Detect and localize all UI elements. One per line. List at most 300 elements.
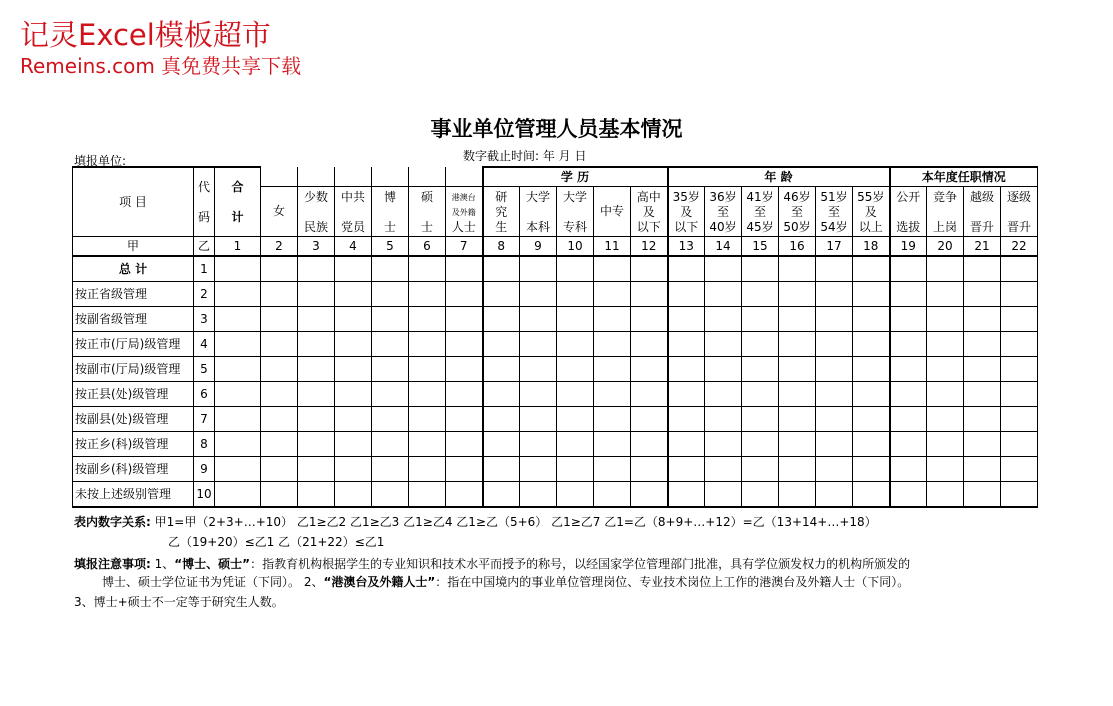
index-col-11: 11	[594, 237, 631, 257]
table-row	[73, 307, 1038, 332]
data-cell[interactable]	[964, 382, 1001, 407]
data-cell[interactable]	[779, 482, 816, 508]
row-label: 按副乡(科)级管理	[73, 457, 194, 482]
data-cell[interactable]	[927, 256, 964, 282]
data-cell[interactable]	[298, 407, 335, 432]
data-cell[interactable]	[483, 407, 520, 432]
data-cell[interactable]	[261, 307, 298, 332]
row-code: 1	[194, 256, 215, 282]
data-cell[interactable]	[594, 482, 631, 508]
row-code: 3	[194, 307, 215, 332]
data-cell[interactable]	[298, 482, 335, 508]
data-cell[interactable]	[631, 432, 668, 457]
data-cell[interactable]	[779, 357, 816, 382]
data-cell[interactable]	[964, 482, 1001, 508]
data-cell[interactable]	[816, 357, 853, 382]
data-cell[interactable]	[409, 282, 446, 307]
header-female: 女	[261, 187, 298, 237]
data-cell[interactable]	[483, 432, 520, 457]
data-cell[interactable]	[853, 432, 890, 457]
index-jia: 甲	[73, 237, 194, 257]
data-cell[interactable]	[557, 332, 594, 357]
data-cell[interactable]	[335, 357, 372, 382]
data-cell[interactable]	[335, 407, 372, 432]
data-cell[interactable]	[594, 457, 631, 482]
data-cell[interactable]	[557, 307, 594, 332]
data-cell[interactable]	[631, 307, 668, 332]
data-cell[interactable]	[557, 482, 594, 508]
data-cell[interactable]	[742, 357, 779, 382]
data-cell[interactable]	[520, 282, 557, 307]
data-cell[interactable]	[927, 332, 964, 357]
header-master: 硕 士	[409, 187, 446, 237]
index-col-4: 4	[335, 237, 372, 257]
header-group-appointment: 本年度任职情况	[890, 167, 1038, 187]
data-cell[interactable]	[779, 282, 816, 307]
index-col-8: 8	[483, 237, 520, 257]
data-cell[interactable]	[335, 307, 372, 332]
row-code: 7	[194, 407, 215, 432]
data-cell[interactable]	[446, 407, 483, 432]
data-cell[interactable]	[298, 432, 335, 457]
data-cell[interactable]	[520, 307, 557, 332]
header-item: 项 目	[73, 167, 194, 237]
data-cell[interactable]	[668, 482, 705, 508]
data-cell[interactable]	[298, 357, 335, 382]
index-col-13: 13	[668, 237, 705, 257]
data-cell[interactable]	[409, 457, 446, 482]
data-cell[interactable]	[557, 382, 594, 407]
data-cell[interactable]	[742, 457, 779, 482]
data-cell[interactable]	[215, 407, 261, 432]
data-cell[interactable]	[853, 407, 890, 432]
data-cell[interactable]	[927, 307, 964, 332]
data-cell[interactable]	[409, 307, 446, 332]
data-cell[interactable]	[1001, 382, 1038, 407]
data-cell[interactable]	[631, 482, 668, 508]
table-row	[73, 256, 1038, 282]
header-secondary: 中专	[594, 187, 631, 237]
data-cell[interactable]	[742, 282, 779, 307]
data-cell[interactable]	[594, 357, 631, 382]
index-col-16: 16	[779, 237, 816, 257]
data-cell[interactable]	[520, 256, 557, 282]
data-cell[interactable]	[557, 282, 594, 307]
data-cell[interactable]	[668, 457, 705, 482]
index-col-15: 15	[742, 237, 779, 257]
data-cell[interactable]	[927, 357, 964, 382]
data-cell[interactable]	[1001, 307, 1038, 332]
data-cell[interactable]	[1001, 407, 1038, 432]
row-code: 6	[194, 382, 215, 407]
data-cell[interactable]	[668, 256, 705, 282]
data-cell[interactable]	[215, 307, 261, 332]
header-age-51-54: 51岁 至 54岁	[816, 187, 853, 237]
table-row	[73, 382, 1038, 407]
fill-notes-1: 填报注意事项: 1、“博士、硕士”：指教育机构根据学生的专业知识和技术水平而授予的称号，以经国家学位管理部门批准，具有学位颁发权力的机构所颁发的	[74, 557, 911, 571]
data-cell[interactable]	[964, 457, 1001, 482]
data-cell[interactable]	[816, 332, 853, 357]
data-cell[interactable]	[409, 407, 446, 432]
unit-label: 填报单位:	[74, 154, 127, 168]
data-cell[interactable]	[372, 482, 409, 508]
row-code: 10	[194, 482, 215, 508]
data-cell[interactable]	[594, 407, 631, 432]
data-cell[interactable]	[631, 357, 668, 382]
index-col-6: 6	[409, 237, 446, 257]
data-cell[interactable]	[705, 407, 742, 432]
data-cell[interactable]	[446, 332, 483, 357]
data-cell[interactable]	[446, 307, 483, 332]
data-cell[interactable]	[890, 332, 927, 357]
data-cell[interactable]	[335, 432, 372, 457]
data-cell[interactable]	[483, 256, 520, 282]
data-cell[interactable]	[446, 432, 483, 457]
data-cell[interactable]	[1001, 482, 1038, 508]
data-cell[interactable]	[705, 256, 742, 282]
data-cell[interactable]	[520, 357, 557, 382]
data-cell[interactable]	[483, 357, 520, 382]
data-cell[interactable]	[409, 357, 446, 382]
data-cell[interactable]	[705, 482, 742, 508]
data-cell[interactable]	[705, 382, 742, 407]
header-total: 合 计	[215, 167, 261, 237]
data-cell[interactable]	[890, 432, 927, 457]
row-label: 按副省级管理	[73, 307, 194, 332]
data-cell[interactable]	[631, 382, 668, 407]
data-cell[interactable]	[483, 282, 520, 307]
data-cell[interactable]	[594, 307, 631, 332]
data-cell[interactable]	[668, 432, 705, 457]
relation-notes-2: 乙（19+20）≤乙1 乙（21+22）≤乙1	[168, 535, 385, 549]
row-label: 按正乡(科)级管理	[73, 432, 194, 457]
data-cell[interactable]	[964, 357, 1001, 382]
data-cell[interactable]	[927, 282, 964, 307]
data-cell[interactable]	[409, 432, 446, 457]
data-cell[interactable]	[964, 332, 1001, 357]
data-cell[interactable]	[335, 332, 372, 357]
header-age-55: 55岁 及 以上	[853, 187, 890, 237]
data-cell[interactable]	[964, 282, 1001, 307]
data-cell[interactable]	[964, 407, 1001, 432]
row-code: 4	[194, 332, 215, 357]
data-cell[interactable]	[520, 332, 557, 357]
data-cell[interactable]	[1001, 357, 1038, 382]
data-cell[interactable]	[742, 432, 779, 457]
data-cell[interactable]	[890, 382, 927, 407]
header-bachelor: 大学 本科	[520, 187, 557, 237]
data-cell[interactable]	[668, 407, 705, 432]
data-cell[interactable]	[853, 482, 890, 508]
data-cell[interactable]	[779, 382, 816, 407]
data-cell[interactable]	[1001, 457, 1038, 482]
data-cell[interactable]	[483, 332, 520, 357]
data-cell[interactable]	[927, 382, 964, 407]
header-age-41-45: 41岁 至 45岁	[742, 187, 779, 237]
data-cell[interactable]	[215, 332, 261, 357]
data-cell[interactable]	[557, 457, 594, 482]
row-label: 按正市(厅局)级管理	[73, 332, 194, 357]
data-cell[interactable]	[446, 256, 483, 282]
data-cell[interactable]	[372, 282, 409, 307]
data-cell[interactable]	[372, 382, 409, 407]
data-cell[interactable]	[1001, 282, 1038, 307]
data-cell[interactable]	[215, 256, 261, 282]
data-cell[interactable]	[261, 482, 298, 508]
index-col-3: 3	[298, 237, 335, 257]
data-cell[interactable]	[261, 282, 298, 307]
data-cell[interactable]	[853, 457, 890, 482]
data-cell[interactable]	[705, 457, 742, 482]
data-cell[interactable]	[261, 256, 298, 282]
data-cell[interactable]	[927, 432, 964, 457]
data-cell[interactable]	[779, 432, 816, 457]
header-age-46-50: 46岁 至 50岁	[779, 187, 816, 237]
data-cell[interactable]	[335, 282, 372, 307]
data-cell[interactable]	[742, 332, 779, 357]
data-cell[interactable]	[779, 256, 816, 282]
data-cell[interactable]	[446, 482, 483, 508]
data-cell[interactable]	[335, 457, 372, 482]
data-cell[interactable]	[520, 482, 557, 508]
table-row	[73, 432, 1038, 457]
data-cell[interactable]	[668, 307, 705, 332]
relation-notes: 表内数字关系: 甲1=甲（2+3+…+10） 乙1≥乙2 乙1≥乙3 乙1≥乙4 乙1≥乙（5+6） 乙1≥乙7 乙1=乙（8+9+…+12）=乙（13+14+…+18）	[74, 515, 877, 529]
table-row	[73, 407, 1038, 432]
header-step-promotion: 逐级 晋升	[1001, 187, 1038, 237]
data-cell[interactable]	[631, 407, 668, 432]
table-row	[73, 282, 1038, 307]
data-cell[interactable]	[927, 457, 964, 482]
data-cell[interactable]	[594, 432, 631, 457]
data-cell[interactable]	[335, 256, 372, 282]
index-col-19: 19	[890, 237, 927, 257]
data-cell[interactable]	[853, 307, 890, 332]
header-doctor: 博 士	[372, 187, 409, 237]
data-cell[interactable]	[964, 432, 1001, 457]
data-cell[interactable]	[409, 332, 446, 357]
data-cell[interactable]	[483, 482, 520, 508]
header-minority: 少数 民族	[298, 187, 335, 237]
data-cell[interactable]	[261, 407, 298, 432]
data-cell[interactable]	[890, 282, 927, 307]
data-cell[interactable]	[372, 432, 409, 457]
data-cell[interactable]	[742, 256, 779, 282]
data-cell[interactable]	[372, 256, 409, 282]
data-cell[interactable]	[557, 407, 594, 432]
data-cell[interactable]	[215, 282, 261, 307]
data-cell[interactable]	[215, 432, 261, 457]
header-open-selection: 公开 选拔	[890, 187, 927, 237]
data-cell[interactable]	[298, 332, 335, 357]
data-cell[interactable]	[261, 357, 298, 382]
data-cell[interactable]	[335, 382, 372, 407]
data-cell[interactable]	[298, 256, 335, 282]
table-row	[73, 457, 1038, 482]
data-cell[interactable]	[594, 256, 631, 282]
index-col-9: 9	[520, 237, 557, 257]
header-skip-promotion: 越级 晋升	[964, 187, 1001, 237]
header-group-education: 学 历	[483, 167, 668, 187]
header-highschool: 高中 及 以下	[631, 187, 668, 237]
data-cell[interactable]	[742, 307, 779, 332]
table-row	[73, 357, 1038, 382]
header-college: 大学 专科	[557, 187, 594, 237]
data-cell[interactable]	[594, 332, 631, 357]
fill-notes-3: 3、博士+硕士不一定等于研究生人数。	[74, 595, 284, 609]
data-cell[interactable]	[705, 432, 742, 457]
data-cell[interactable]	[215, 382, 261, 407]
index-col-7: 7	[446, 237, 483, 257]
table-row	[73, 332, 1038, 357]
data-cell[interactable]	[742, 382, 779, 407]
data-cell[interactable]	[742, 482, 779, 508]
data-cell[interactable]	[890, 256, 927, 282]
data-cell[interactable]	[372, 407, 409, 432]
index-col-5: 5	[372, 237, 409, 257]
data-cell[interactable]	[446, 357, 483, 382]
data-cell[interactable]	[964, 256, 1001, 282]
data-cell[interactable]	[446, 382, 483, 407]
data-cell[interactable]	[1001, 432, 1038, 457]
data-cell[interactable]	[779, 307, 816, 332]
data-cell[interactable]	[1001, 256, 1038, 282]
data-cell[interactable]	[1001, 332, 1038, 357]
data-cell[interactable]	[779, 332, 816, 357]
data-cell[interactable]	[853, 256, 890, 282]
data-cell[interactable]	[409, 256, 446, 282]
index-col-17: 17	[816, 237, 853, 257]
data-cell[interactable]	[298, 382, 335, 407]
data-cell[interactable]	[446, 457, 483, 482]
index-col-18: 18	[853, 237, 890, 257]
data-cell[interactable]	[557, 357, 594, 382]
data-cell[interactable]	[483, 382, 520, 407]
data-cell[interactable]	[557, 256, 594, 282]
row-label: 按正县(处)级管理	[73, 382, 194, 407]
data-cell[interactable]	[853, 282, 890, 307]
data-cell[interactable]	[779, 407, 816, 432]
data-cell[interactable]	[631, 256, 668, 282]
deadline-label: 数字截止时间: 年 月 日	[463, 149, 587, 163]
data-cell[interactable]	[520, 382, 557, 407]
data-cell[interactable]	[520, 432, 557, 457]
data-cell[interactable]	[705, 307, 742, 332]
data-cell[interactable]	[520, 407, 557, 432]
data-cell[interactable]	[890, 457, 927, 482]
data-cell[interactable]	[853, 382, 890, 407]
index-col-10: 10	[557, 237, 594, 257]
data-cell[interactable]	[705, 332, 742, 357]
data-cell[interactable]	[631, 457, 668, 482]
header-graduate: 研 究 生	[483, 187, 520, 237]
data-cell[interactable]	[705, 357, 742, 382]
data-cell[interactable]	[261, 382, 298, 407]
data-cell[interactable]	[557, 432, 594, 457]
header-code: 代 码	[194, 167, 215, 237]
data-cell[interactable]	[816, 256, 853, 282]
data-cell[interactable]	[668, 332, 705, 357]
header-foreign: 港澳台 及外籍 人士	[446, 187, 483, 237]
data-cell[interactable]	[483, 457, 520, 482]
index-col-2: 2	[261, 237, 298, 257]
row-label: 按副市(厅局)级管理	[73, 357, 194, 382]
data-cell[interactable]	[261, 432, 298, 457]
index-col-14: 14	[705, 237, 742, 257]
header-age-35: 35岁 及 以下	[668, 187, 705, 237]
data-cell[interactable]	[631, 332, 668, 357]
data-cell[interactable]	[816, 382, 853, 407]
data-cell[interactable]	[816, 482, 853, 508]
data-cell[interactable]	[215, 482, 261, 508]
watermark-title: 记灵Excel模板超市	[20, 18, 271, 52]
data-cell[interactable]	[816, 282, 853, 307]
data-cell[interactable]	[298, 307, 335, 332]
data-cell[interactable]	[890, 407, 927, 432]
data-cell[interactable]	[409, 382, 446, 407]
data-cell[interactable]	[816, 432, 853, 457]
data-cell[interactable]	[890, 307, 927, 332]
data-cell[interactable]	[409, 482, 446, 508]
row-code: 2	[194, 282, 215, 307]
row-label: 总 计	[73, 256, 194, 282]
data-cell[interactable]	[890, 482, 927, 508]
data-cell[interactable]	[335, 482, 372, 508]
index-col-12: 12	[631, 237, 668, 257]
data-cell[interactable]	[446, 282, 483, 307]
data-cell[interactable]	[668, 382, 705, 407]
index-col-22: 22	[1001, 237, 1038, 257]
data-cell[interactable]	[483, 307, 520, 332]
data-cell[interactable]	[853, 357, 890, 382]
index-col-21: 21	[964, 237, 1001, 257]
data-cell[interactable]	[594, 382, 631, 407]
data-cell[interactable]	[261, 332, 298, 357]
data-cell[interactable]	[668, 357, 705, 382]
header-group-age: 年 龄	[668, 167, 890, 187]
data-cell[interactable]	[298, 282, 335, 307]
index-col-20: 20	[927, 237, 964, 257]
data-cell[interactable]	[668, 282, 705, 307]
data-cell[interactable]	[816, 307, 853, 332]
data-cell[interactable]	[372, 457, 409, 482]
data-cell[interactable]	[372, 332, 409, 357]
data-cell[interactable]	[853, 332, 890, 357]
data-cell[interactable]	[742, 407, 779, 432]
data-cell[interactable]	[372, 307, 409, 332]
data-cell[interactable]	[215, 357, 261, 382]
data-cell[interactable]	[215, 457, 261, 482]
data-cell[interactable]	[594, 282, 631, 307]
data-cell[interactable]	[261, 457, 298, 482]
data-cell[interactable]	[816, 457, 853, 482]
data-cell[interactable]	[705, 282, 742, 307]
index-col-1: 1	[215, 237, 261, 257]
data-cell[interactable]	[372, 357, 409, 382]
data-cell[interactable]	[779, 457, 816, 482]
fill-notes-2: 博士、硕士学位证书为凭证（下同）。 2、“港澳台及外籍人士”：指在中国境内的事业单位管理岗位、专业技术岗位上工作的港澳台及外籍人士（下同）。	[102, 575, 910, 589]
data-cell[interactable]	[927, 482, 964, 508]
data-cell[interactable]	[964, 307, 1001, 332]
header-party: 中共 党员	[335, 187, 372, 237]
data-cell[interactable]	[890, 357, 927, 382]
data-cell[interactable]	[631, 282, 668, 307]
data-cell[interactable]	[816, 407, 853, 432]
data-cell[interactable]	[520, 457, 557, 482]
row-label: 按副县(处)级管理	[73, 407, 194, 432]
data-cell[interactable]	[927, 407, 964, 432]
data-cell[interactable]	[298, 457, 335, 482]
